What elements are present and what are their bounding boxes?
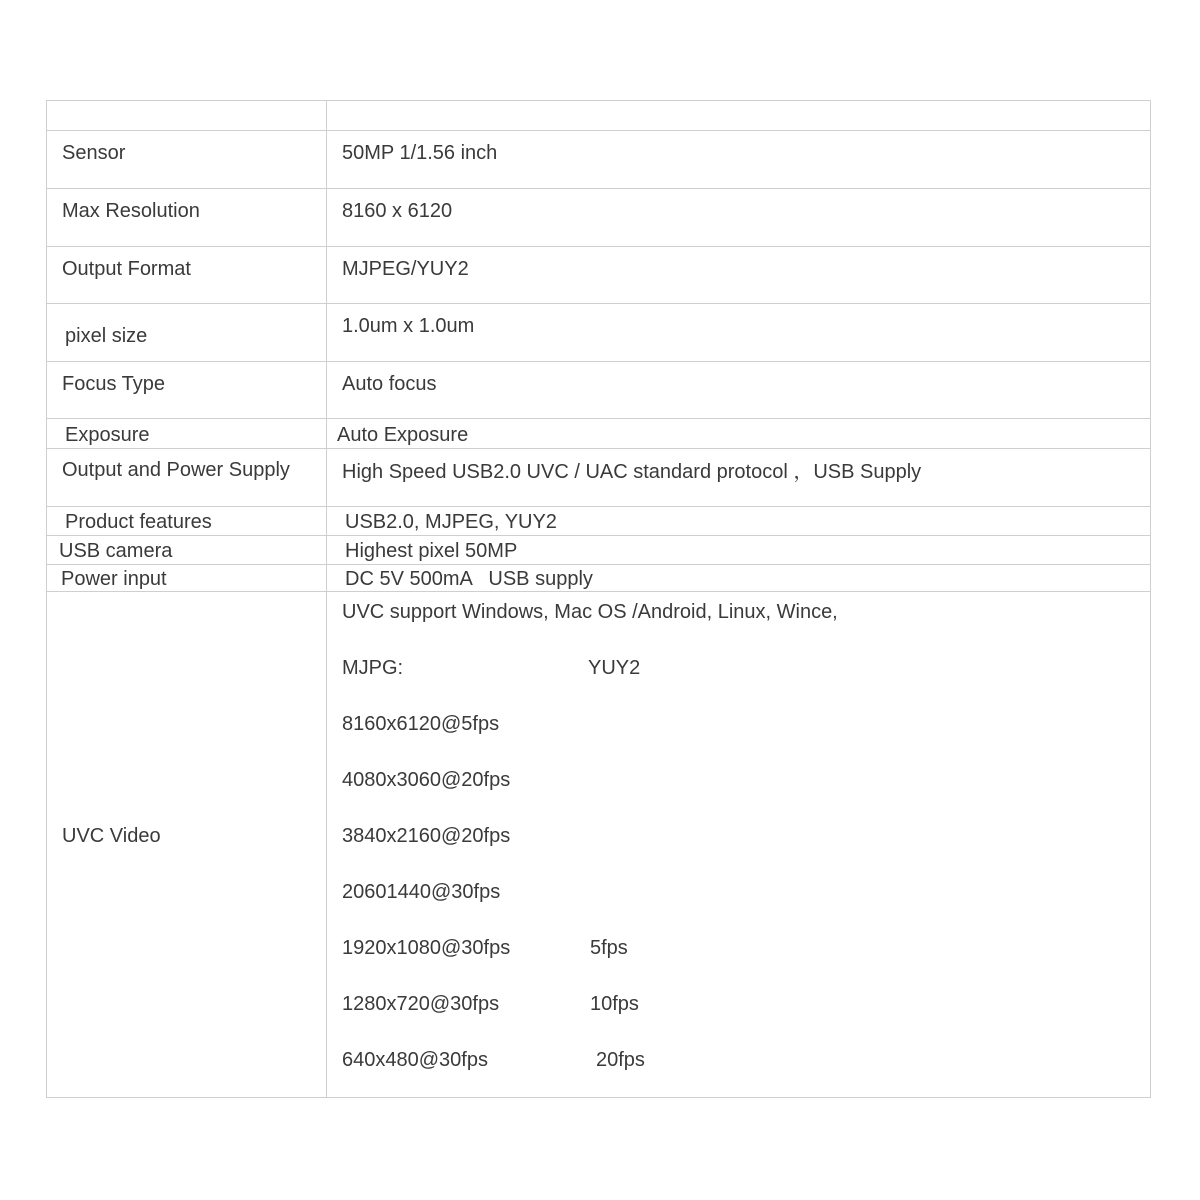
uvc-mode-mjpg: 8160x6120@5fps <box>342 713 500 735</box>
product-features-value: USB2.0, MJPEG, YUY2 <box>345 511 557 533</box>
uvc-mode-yuy2: 20fps <box>596 1049 645 1071</box>
uvc-mode-mjpg: 1280x720@30fps <box>342 993 500 1015</box>
spec-row-power-input <box>46 564 1151 591</box>
spec-row-output-power <box>46 448 1151 506</box>
max-resolution-label: Max Resolution <box>62 200 200 222</box>
spec-value-cell <box>327 101 1151 130</box>
uvc-mode-line <box>342 1049 645 1071</box>
spec-table <box>46 100 1151 1098</box>
uvc-mode-mjpg: 20601440@30fps <box>342 881 501 903</box>
uvc-video-label: UVC Video <box>62 825 161 847</box>
spec-row-pixel-size <box>46 303 1151 361</box>
uvc-format-header <box>342 657 641 679</box>
uvc-mode-yuy2: 10fps <box>590 993 639 1015</box>
pixel-size-value: 1.0um x 1.0um <box>342 315 475 337</box>
uvc-os-support: UVC support Windows, Mac OS /Android, Linux, Wince, <box>342 601 838 623</box>
focus-type-label: Focus Type <box>62 373 166 395</box>
output-format-value: MJPEG/YUY2 <box>342 258 469 280</box>
uvc-mode-line <box>342 882 500 902</box>
spec-row-usb-camera <box>46 535 1151 564</box>
focus-type-value: Auto focus <box>342 373 437 395</box>
uvc-mode-mjpg: 4080x3060@20fps <box>342 769 511 791</box>
max-resolution-value: 8160 x 6120 <box>342 200 453 222</box>
power-input-label: Power input <box>61 568 167 590</box>
spec-row-output-format <box>46 246 1151 303</box>
uvc-mode-line <box>342 993 639 1015</box>
output-power-label: Output and Power Supply <box>62 459 290 481</box>
uvc-mode-mjpg: 640x480@30fps <box>342 1049 488 1071</box>
spec-row-sensor <box>46 130 1151 188</box>
sensor-label: Sensor <box>62 142 126 164</box>
uvc-header-yuy2: YUY2 <box>588 657 641 679</box>
pixel-size-label: pixel size <box>65 325 148 347</box>
spec-row-blank <box>46 100 1151 130</box>
spec-row-focus-type <box>46 361 1151 418</box>
output-power-value: High Speed USB2.0 UVC / UAC standard protocol ，USB Supply <box>342 461 922 483</box>
uvc-mode-line <box>342 826 510 846</box>
output-format-label: Output Format <box>62 258 191 280</box>
spec-row-exposure <box>46 418 1151 448</box>
uvc-mode-line <box>342 770 510 790</box>
uvc-mode-mjpg: 3840x2160@20fps <box>342 825 511 847</box>
uvc-mode-mjpg: 1920x1080@30fps <box>342 937 511 959</box>
usb-camera-value: Highest pixel 50MP <box>345 540 518 562</box>
exposure-label: Exposure <box>65 424 150 446</box>
spec-label-cell <box>46 101 327 130</box>
product-features-label: Product features <box>65 511 212 533</box>
uvc-video-value-cell <box>327 592 1151 1097</box>
spec-row-max-resolution <box>46 188 1151 246</box>
spec-row-uvc-video <box>46 591 1151 1098</box>
uvc-mode-line <box>342 937 628 959</box>
exposure-value: Auto Exposure <box>337 424 469 446</box>
uvc-mode-yuy2: 5fps <box>590 937 628 959</box>
uvc-mode-line <box>342 714 499 734</box>
spec-row-product-features <box>46 506 1151 535</box>
sensor-value: 50MP 1/1.56 inch <box>342 142 498 164</box>
power-input-value: DC 5V 500mA USB supply <box>345 568 593 590</box>
usb-camera-label: USB camera <box>59 540 173 562</box>
uvc-header-mjpg: MJPG: <box>342 657 404 679</box>
